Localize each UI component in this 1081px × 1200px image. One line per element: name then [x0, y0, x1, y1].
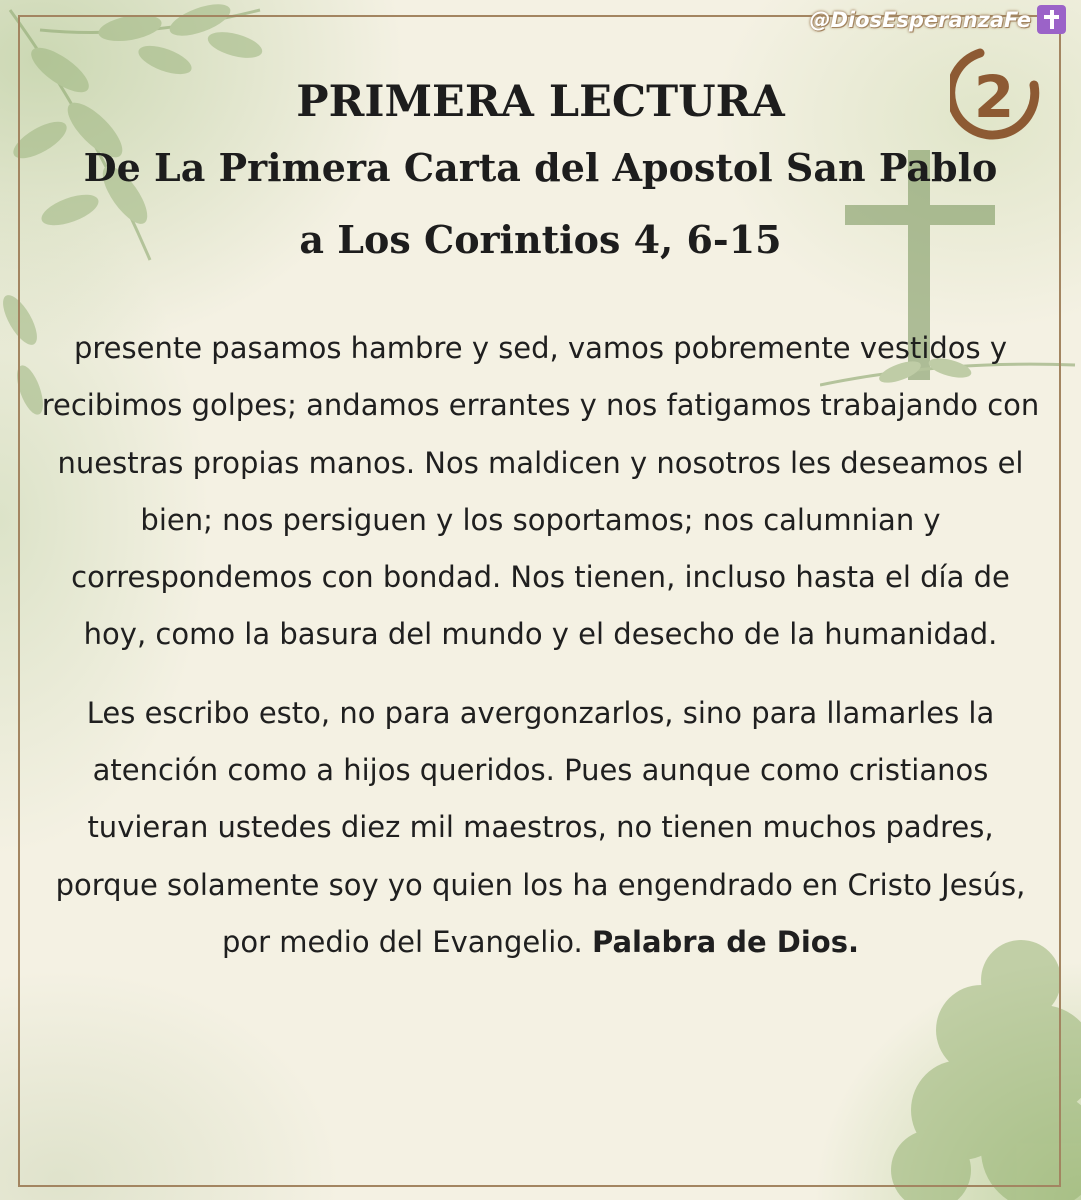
- paragraph-2: [38, 685, 1043, 971]
- reading-subtitle-line1: De La Primera Carta del Apostol San Pablo: [83, 145, 998, 190]
- closing-phrase: Palabra de Dios.: [591, 924, 860, 959]
- reading-subtitle-line2: a Los Corintios 4, 6-15: [299, 217, 782, 262]
- page-number: 2: [973, 63, 1015, 131]
- reading-title: PRIMERA LECTURA: [296, 77, 785, 127]
- social-handle: @DiosEsperanzaFe: [809, 8, 1031, 32]
- cross-emoji-icon: [1037, 5, 1066, 34]
- paragraph-1: presente pasamos hambre y sed, vamos pobremente vestidos y recibimos golpes; andamos errantes y nos fatigamos trabajando con nuestras propias manos. Nos maldicen y nosotros les deseamos el bien; nos persiguen y los soportamos; nos calumnian y correspondemos con bondad. Nos tienen, incluso hasta el día de hoy, como la basura del mundo y el desecho de la humanidad.: [41, 331, 1040, 652]
- paragraph-2-text: Les escribo esto, no para avergonzarlos, sino para llamarles la atención como a hijos queridos. Pues aunque como cristianos tuvieran ustedes diez mil maestros, no tienen muchos padres, porque solamente soy yo quien los ha engendrado en Cristo Jesús, por medio del Evangelio.: [55, 695, 1026, 959]
- reading-body: [38, 320, 1043, 971]
- reading-heading: [20, 72, 1061, 276]
